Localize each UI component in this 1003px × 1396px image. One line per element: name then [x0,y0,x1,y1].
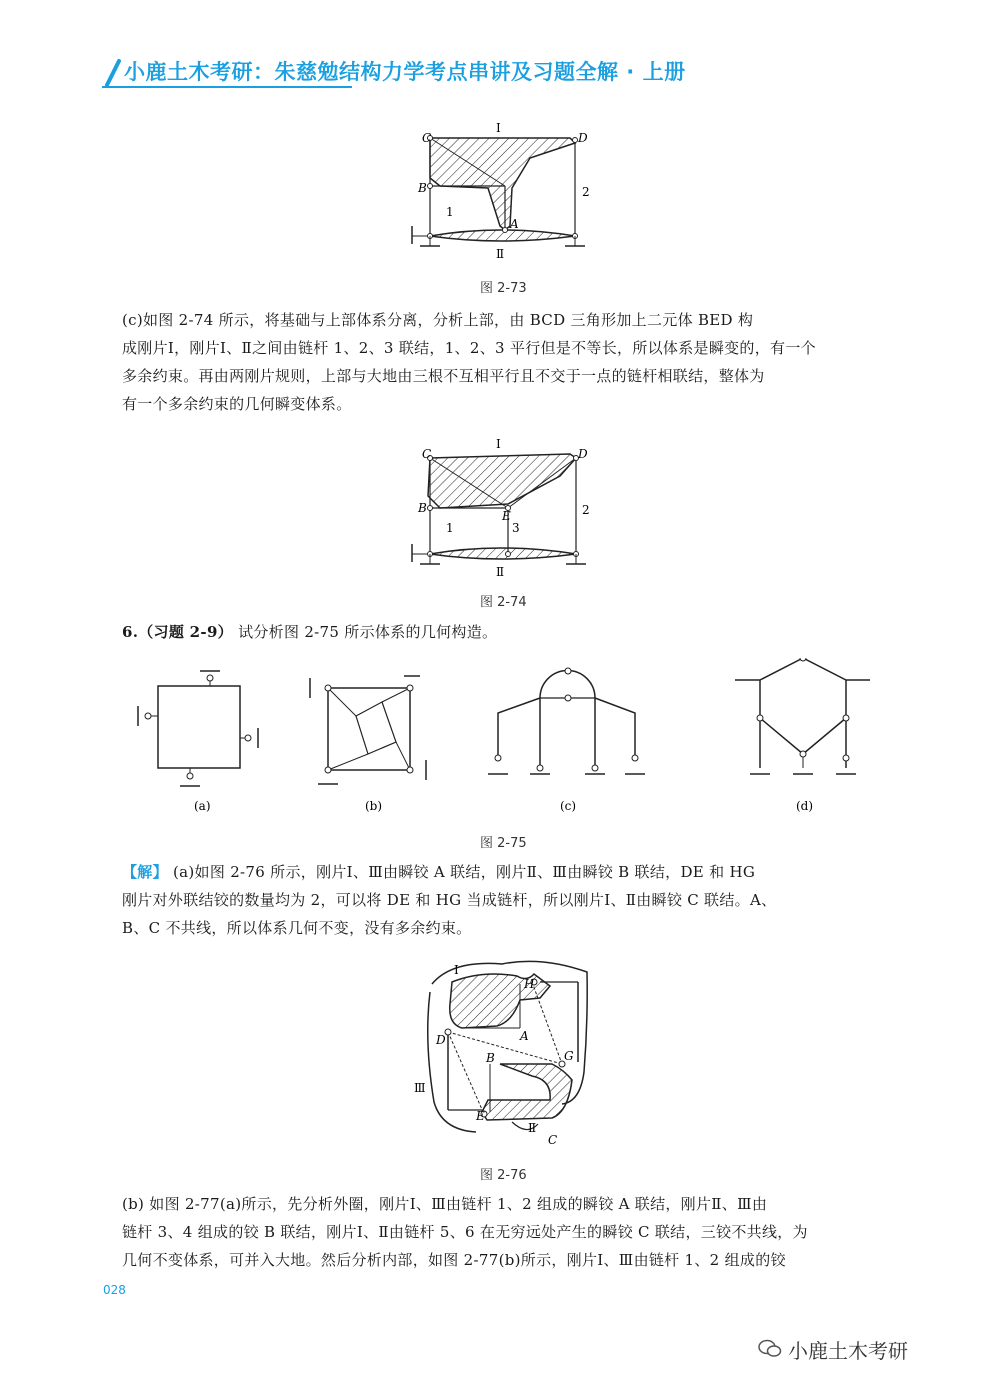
caption-2-76: 图 2-76 [480,1168,527,1183]
svg-text:D: D [436,1033,446,1047]
sub-b: (b) [365,799,383,813]
svg-text:Ⅰ: Ⅰ [496,437,501,451]
svg-text:E: E [476,1109,485,1123]
svg-text:Ⅲ: Ⅲ [414,1081,426,1095]
label-bar2: 2 [582,185,590,199]
wechat-icon [758,1338,782,1358]
label-B: B [418,181,427,195]
label-I: Ⅰ [496,121,501,135]
svg-text:G: G [564,1049,574,1063]
svg-text:D: D [578,447,588,461]
svg-text:3: 3 [512,521,520,535]
sub-d: (d) [796,799,814,813]
page-number: 028 [103,1283,126,1297]
label-D: D [578,131,588,145]
svg-text:A: A [520,1029,529,1043]
header-title: 小鹿土木考研：朱慈勉结构力学考点串讲及习题全解 · 上册 [124,60,686,84]
label-C: C [422,131,432,145]
figure-2-76 [412,952,592,1148]
svg-text:Ⅱ: Ⅱ [528,1121,537,1135]
watermark: 小鹿土木考研 [788,1339,908,1363]
figure-2-75 [120,658,900,820]
caption-2-73: 图 2-73 [480,281,527,296]
label-A: A [510,217,519,231]
svg-text:E: E [502,509,511,523]
label-II: Ⅱ [496,247,505,261]
figure-2-74 [400,436,610,584]
sub-c: (c) [560,799,577,813]
header-underline [102,86,352,88]
svg-text:C: C [422,447,432,461]
caption-2-74: 图 2-74 [480,595,527,610]
svg-text:Ⅰ: Ⅰ [454,963,459,977]
svg-text:B: B [486,1051,495,1065]
paragraph-c: (c)如图 2-74 所示，将基础与上部体系分离，分析上部，由 BCD 三角形加上二元体 BED 构 成刚片Ⅰ，刚片Ⅰ、Ⅱ之间由链杆 1、2、3 联结，1、2、3 平行但是不等长，所以体系是瞬变的，有一个 多余约束。再由两刚片规则，上部与大地由三根不互相平行且不交于一点的链杆相联结，整体为 有一个多余约束的几何瞬变体系。 [122,311,816,413]
question-6: 6.（习题 2-9） 试分析图 2-75 所示体系的几何构造。 [122,623,498,641]
caption-2-75: 图 2-75 [480,836,527,851]
figure-2-73 [400,118,610,268]
svg-text:1: 1 [446,521,454,535]
pencil-icon [104,58,122,88]
svg-text:C: C [548,1133,558,1147]
svg-text:2: 2 [582,503,590,517]
svg-text:H: H [524,977,535,991]
label-bar1: 1 [446,205,454,219]
svg-text:B: B [418,501,427,515]
page-header [102,54,902,90]
paragraph-b: (b) 如图 2-77(a)所示，先分析外圈，刚片Ⅰ、Ⅲ由链杆 1、2 组成的瞬铰 A 联结，刚片Ⅱ、Ⅲ由 链杆 3、4 组成的铰 B 联结，刚片Ⅰ、Ⅱ由链杆 5、6 在无穷远处产生的瞬铰 C 联结，三铰不共线，为 几何不变体系，可并入大地。然后分析内部，如图 2-77(b)所示，刚片Ⅰ、Ⅲ由链杆 1、2 组成的铰 [122,1195,808,1269]
sub-a: (a) [194,799,211,813]
solution-a: 【解】 (a)如图 2-76 所示，刚片Ⅰ、Ⅲ由瞬铰 A 联结，刚片Ⅱ、Ⅲ由瞬铰 B 联结，DE 和 HG 刚片对外联结铰的数量均为 2，可以将 DE 和 HG 当成链杆，所以刚片Ⅰ、Ⅱ由瞬铰 C 联结。A、 B、C 不共线，所以体系几何不变，没有多余约束。 [122,863,777,937]
svg-text:Ⅱ: Ⅱ [496,565,505,579]
